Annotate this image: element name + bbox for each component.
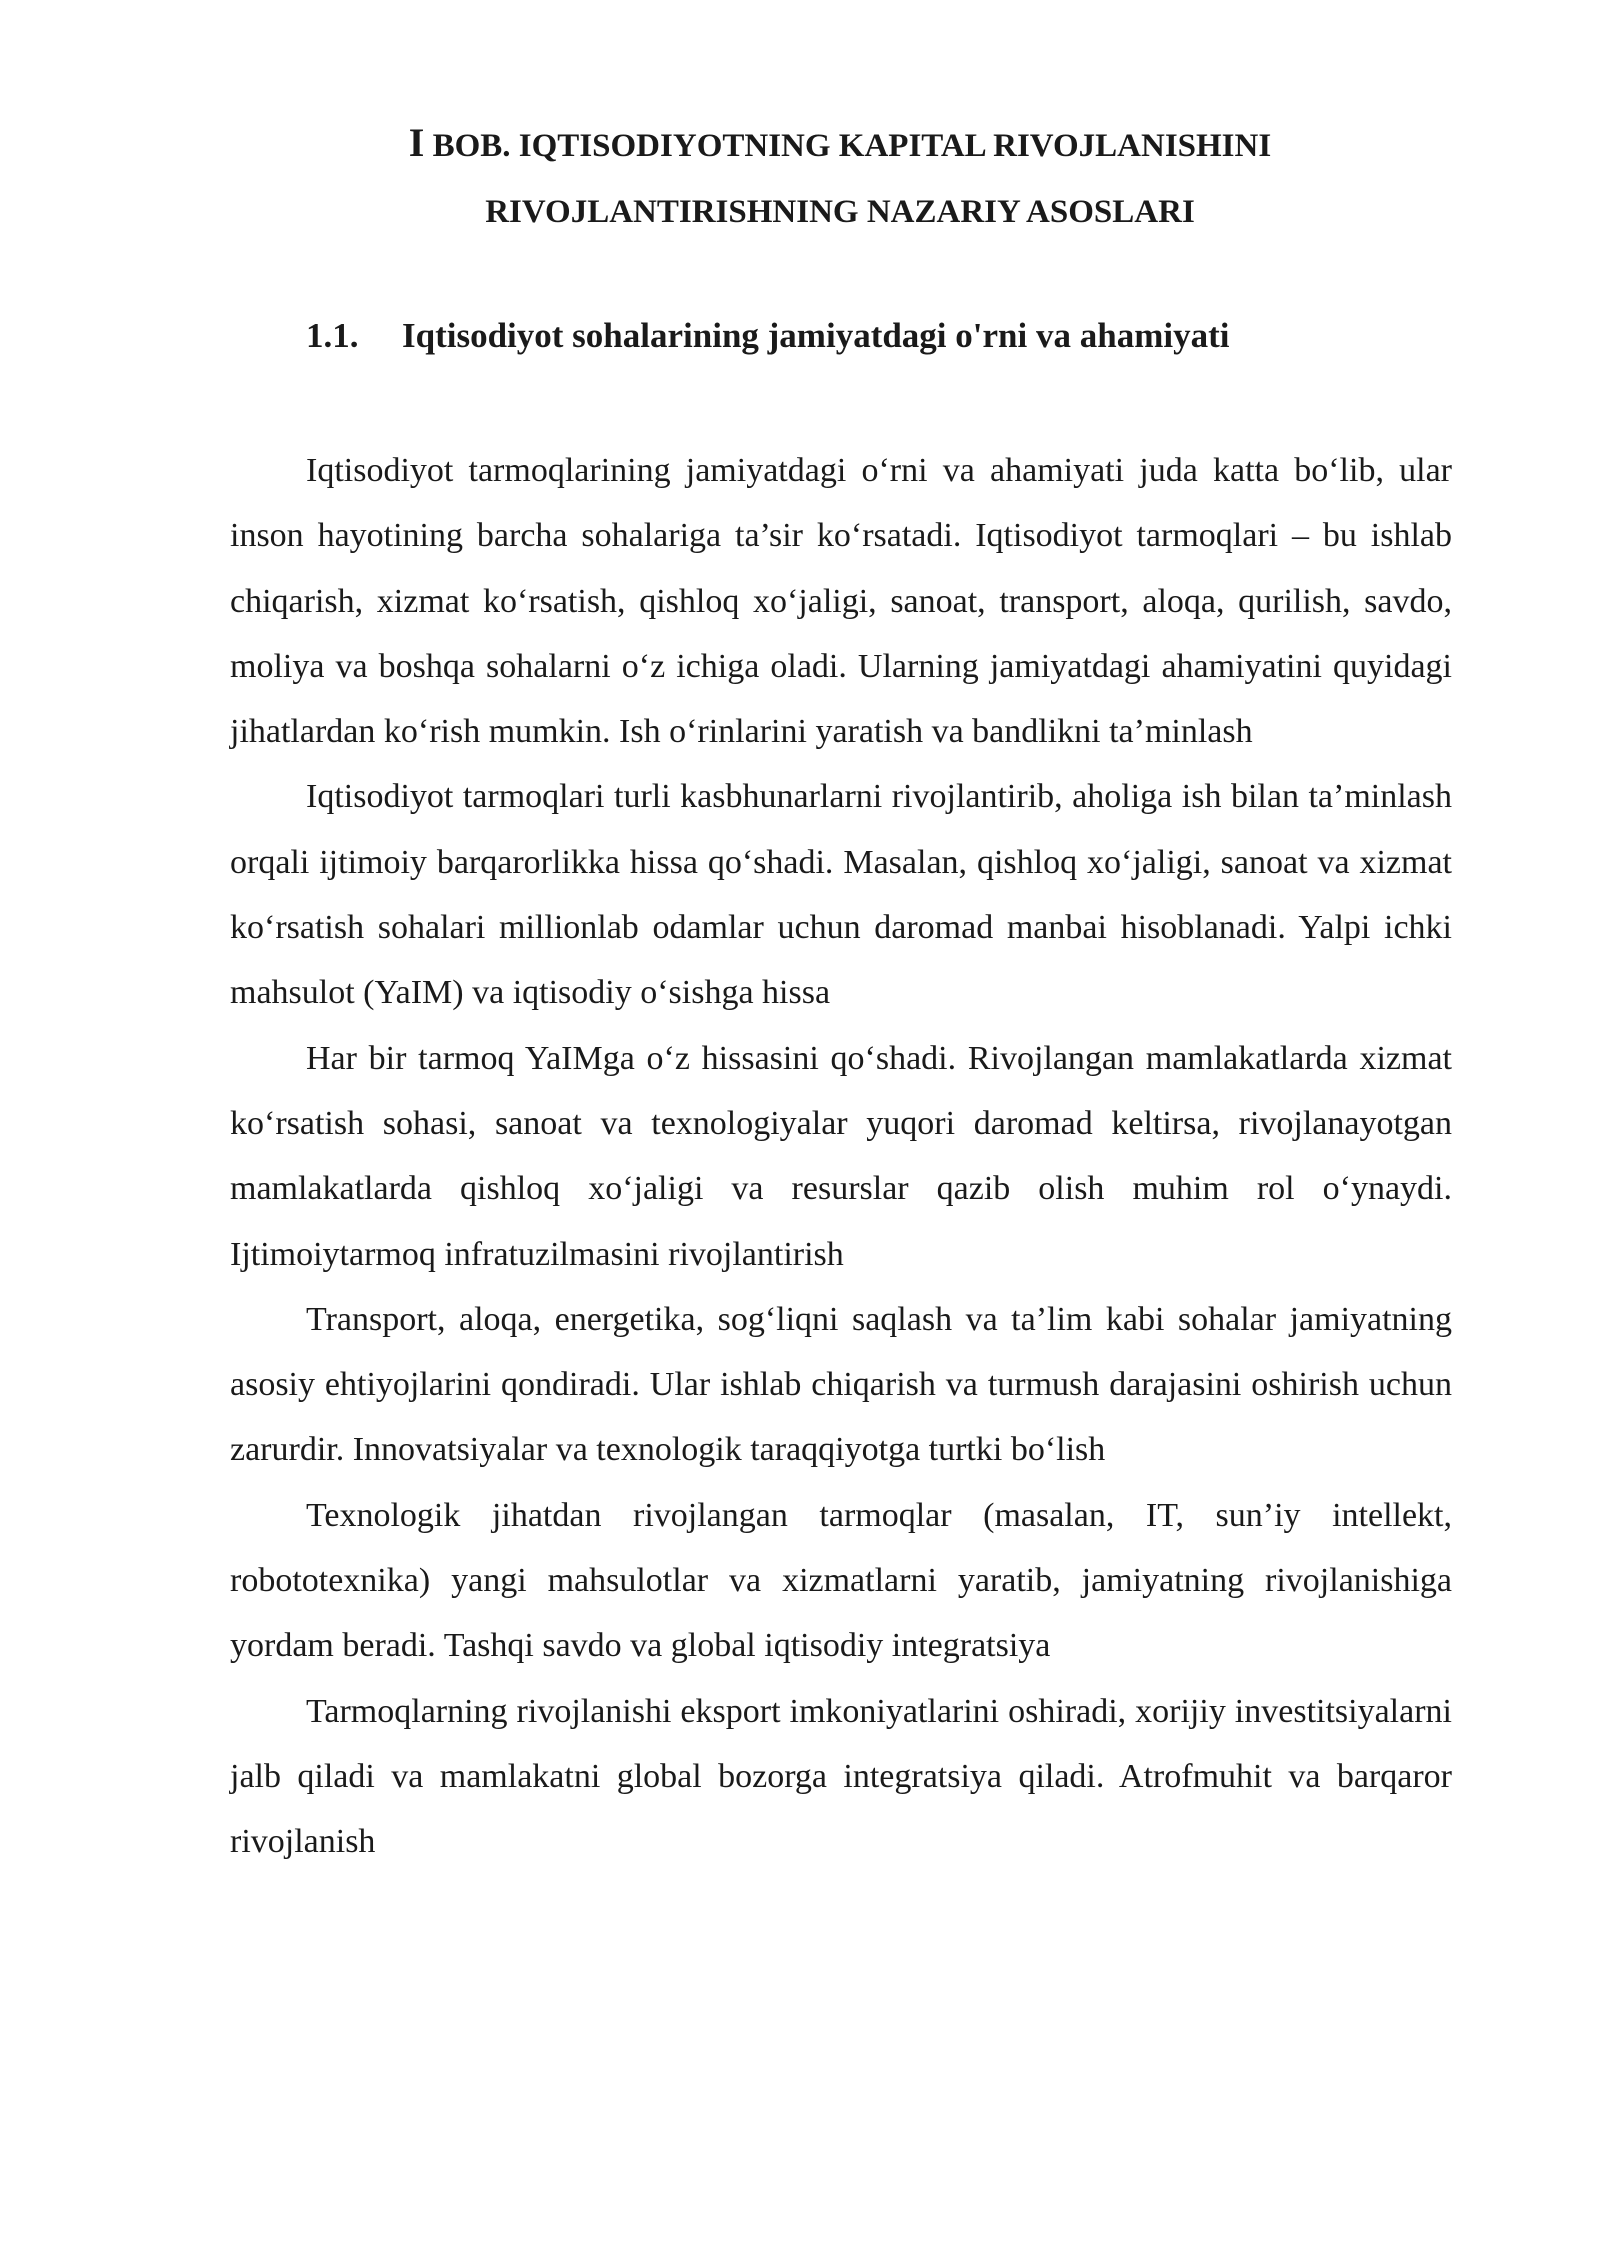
paragraph: Tarmoqlarning rivojlanishi eksport imkoniyatlarini oshiradi, xorijiy investitsiyalarni jalb qiladi va mamlakatni global bozorga integratsiya qiladi. Atrofmuhit va barqaror rivojlanish: [230, 1692, 1452, 1861]
paragraph: Iqtisodiyot tarmoqlarining jamiyatdagi o‘rni va ahamiyati juda katta bo‘lib, ular inson hayotining barcha sohalariga ta’sir ko‘rsatadi. Iqtisodiyot tarmoqlari – bu ishlab chiqarish, xizmat ko‘rsatish, qishloq xo‘jaligi, sanoat, transport, aloqa, qurilish, savdo, moliya va boshqa sohalarni o‘z ichiga oladi. Ularning jamiyatdagi ahamiyatini quyidagi jihatlardan ko‘rish mumkin. Ish o‘rinlarini yaratish va bandlikni ta’minlash: [230, 452, 1452, 751]
chapter-title-line1: BOB. IQTISODIYOTNING KAPITAL RIVOJLANISHINI: [424, 128, 1272, 164]
chapter-title: [230, 110, 1450, 245]
paragraph: Har bir tarmoq YaIMga o‘z hissasini qo‘shadi. Rivojlangan mamlakatlarda xizmat ko‘rsatish sohasi, sanoat va texnologiyalar yuqori daromad keltirsa, rivojlanayotgan mamlakatlarda qishloq xo‘jaligi va resurslar qazib olish muhim rol o‘ynaydi. Ijtimoiytarmoq infratuzilmasini rivojlantirish: [230, 1039, 1452, 1273]
body-text: [230, 438, 1452, 1875]
section-heading: [306, 312, 1229, 360]
chapter-title-initial: I: [408, 120, 425, 165]
section-title: Iqtisodiyot sohalarining jamiyatdagi o'rni va ahamiyati: [402, 316, 1230, 355]
chapter-title-line2: RIVOJLANTIRISHNING NAZARIY ASOSLARI: [485, 194, 1195, 230]
paragraph: Texnologik jihatdan rivojlangan tarmoqlar (masalan, IT, sun’iy intellekt, robototexnika) yangi mahsulotlar va xizmatlarni yaratib, jamiyatning rivojlanishiga yordam beradi. Tashqi savdo va global iqtisodiy integratsiya: [230, 1496, 1452, 1665]
paragraph: Iqtisodiyot tarmoqlari turli kasbhunarlarni rivojlantirib, aholiga ish bilan ta’minlash orqali ijtimoiy barqarorlikka hissa qo‘shadi. Masalan, qishloq xo‘jaligi, sanoat va xizmat ko‘rsatish sohalari millionlab odamlar uchun daromad manbai hisoblanadi. Yalpi ichki mahsulot (YaIM) va iqtisodiy o‘sishga hissa: [230, 778, 1452, 1012]
section-number: 1.1.: [306, 316, 359, 355]
paragraph: Transport, aloqa, energetika, sog‘liqni saqlash va ta’lim kabi sohalar jamiyatning asosiy ehtiyojlarini qondiradi. Ular ishlab chiqarish va turmush darajasini oshirish uchun zarurdir. Innovatsiyalar va texnologik taraqqiyotga turtki bo‘lish: [230, 1300, 1452, 1469]
